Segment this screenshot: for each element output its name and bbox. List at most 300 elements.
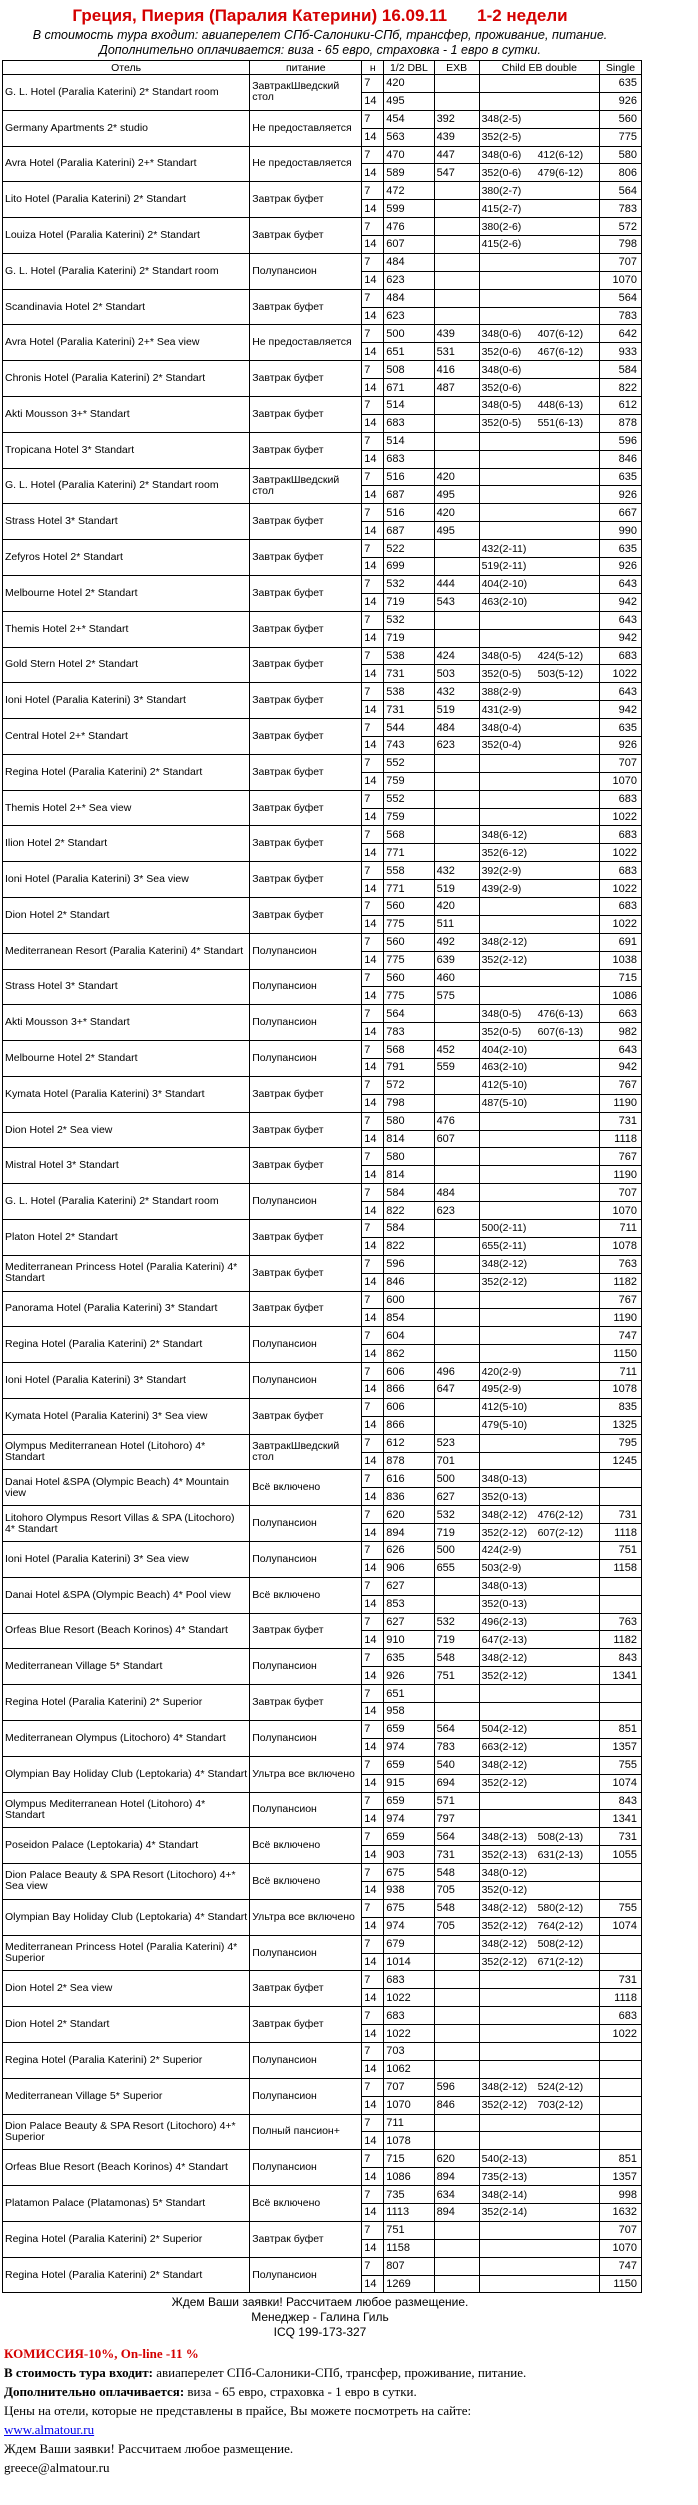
nights-cell: 7 [362, 575, 384, 593]
single-cell: 1158 [600, 1559, 642, 1577]
meal-plan: Полупансион [250, 2150, 362, 2186]
exb-cell: 634 [434, 2186, 479, 2204]
child-eb-value: 352(0-4) [481, 739, 522, 752]
half-dbl-cell: 568 [384, 1041, 434, 1059]
child-eb-value-2: 467(6-12) [537, 345, 584, 358]
exb-cell: 751 [434, 1667, 479, 1685]
child-eb-cell [479, 1577, 599, 1595]
child-eb-value: 420(2-9) [481, 1365, 522, 1378]
single-cell: 1055 [600, 1846, 642, 1864]
nights-cell: 7 [362, 647, 384, 665]
child-eb-value: 352(0-5) [481, 1025, 522, 1038]
child-eb-cell [479, 1953, 599, 1971]
nights-cell: 14 [362, 271, 384, 289]
hotel-name: Olympus Mediterranean Hotel (Litohoro) 4* Standart [3, 1792, 250, 1828]
half-dbl-cell: 683 [384, 414, 434, 432]
half-dbl-cell: 798 [384, 1094, 434, 1112]
hotel-name: Platamon Palace (Platamonas) 5* Standart [3, 2186, 250, 2222]
exb-cell [434, 611, 479, 629]
exb-cell: 492 [434, 933, 479, 951]
child-eb-value: 352(2-12) [481, 2099, 528, 2112]
nights-cell: 14 [362, 1058, 384, 1076]
child-eb-value-2: 524(2-12) [537, 2081, 584, 2094]
half-dbl-cell: 719 [384, 629, 434, 647]
nights-cell: 7 [362, 2114, 384, 2132]
table-row [3, 182, 642, 200]
child-eb-cell [479, 2257, 599, 2275]
footer-wait-line: Ждем Ваши заявки! Рассчитаем любое размещение. [171, 2295, 469, 2310]
exb-cell [434, 92, 479, 110]
child-eb-value: 352(2-12) [481, 1920, 528, 1933]
half-dbl-cell: 958 [384, 1703, 434, 1721]
table-row [3, 1363, 642, 1381]
table-row [3, 1148, 642, 1166]
half-dbl-cell: 775 [384, 987, 434, 1005]
nights-cell: 14 [362, 1846, 384, 1864]
table-row [3, 1076, 642, 1094]
child-eb-value: 352(2-14) [481, 2206, 528, 2219]
single-cell: 783 [600, 307, 642, 325]
single-cell: 1118 [600, 1524, 642, 1542]
child-eb-value: 348(0-5) [481, 399, 522, 412]
child-eb-value: 352(0-6) [481, 166, 522, 179]
single-cell: 667 [600, 504, 642, 522]
hotel-name: Orfeas Blue Resort (Beach Korinos) 4* Standart [3, 1613, 250, 1649]
child-eb-cell [479, 92, 599, 110]
extra-cost-line: Дополнительно оплачивается: виза - 65 евро, страховка - 1 евро в сутки. [99, 43, 541, 57]
half-dbl-cell: 699 [384, 558, 434, 576]
child-eb-cell [479, 1649, 599, 1667]
nights-cell: 7 [362, 2042, 384, 2060]
single-cell: 683 [600, 826, 642, 844]
nights-cell: 14 [362, 2275, 384, 2293]
meal-plan: Полупансион [250, 1649, 362, 1685]
exb-cell: 519 [434, 880, 479, 898]
half-dbl-cell: 687 [384, 486, 434, 504]
child-eb-value: 348(2-14) [481, 2188, 528, 2201]
half-dbl-cell: 974 [384, 1738, 434, 1756]
half-dbl-cell: 532 [384, 611, 434, 629]
child-eb-cell [479, 1703, 599, 1721]
half-dbl-cell: 626 [384, 1542, 434, 1560]
child-eb-value: 404(2-10) [481, 1043, 528, 1056]
child-eb-cell [479, 1237, 599, 1255]
exb-cell: 548 [434, 1864, 479, 1882]
nights-cell: 7 [362, 1577, 384, 1595]
nights-cell: 7 [362, 862, 384, 880]
child-eb-value: 519(2-11) [481, 560, 527, 573]
child-eb-value: 348(2-12) [481, 1759, 528, 1772]
single-cell: 635 [600, 719, 642, 737]
half-dbl-cell: 791 [384, 1058, 434, 1076]
meal-plan: Завтрак буфет [250, 2221, 362, 2257]
child-eb-value: 647(2-13) [481, 1633, 528, 1646]
nights-cell: 14 [362, 1416, 384, 1434]
half-dbl-cell: 552 [384, 790, 434, 808]
meal-plan: Завтрак буфет [250, 1291, 362, 1327]
child-eb-cell [479, 468, 599, 486]
nights-cell: 14 [362, 1738, 384, 1756]
table-row [3, 1434, 642, 1452]
meal-plan: Завтрак буфет [250, 754, 362, 790]
hotel-name: Dion Palace Beauty & SPA Resort (Litochoro) 4+* Superior [3, 2114, 250, 2150]
exb-cell [434, 2275, 479, 2293]
hotel-name: Panorama Hotel (Paralia Katerini) 3* Standart [3, 1291, 250, 1327]
nights-cell: 14 [362, 1703, 384, 1721]
meal-plan: ЗавтракШведский стол [250, 468, 362, 504]
child-eb-value: 412(5-10) [481, 1401, 528, 1414]
child-eb-value: 463(2-10) [481, 596, 528, 609]
hotel-name: G. L. Hotel (Paralia Katerini) 2* Standart room [3, 468, 250, 504]
table-row [3, 1792, 642, 1810]
table-row [3, 218, 642, 236]
exb-cell: 432 [434, 683, 479, 701]
meal-plan: Полупансион [250, 1005, 362, 1041]
child-eb-value: 352(2-12) [481, 1276, 528, 1289]
table-row [3, 1864, 642, 1882]
nights-cell: 7 [362, 253, 384, 271]
nights-cell: 14 [362, 414, 384, 432]
exb-cell [434, 1237, 479, 1255]
single-cell: 711 [600, 1363, 642, 1381]
single-cell: 683 [600, 862, 642, 880]
exb-cell [434, 2042, 479, 2060]
nights-cell: 7 [362, 1148, 384, 1166]
half-dbl-cell: 532 [384, 575, 434, 593]
child-eb-cell [479, 110, 599, 128]
meal-plan: Полупансион [250, 1363, 362, 1399]
hotel-name: Kymata Hotel (Paralia Katerini) 3* Standart [3, 1076, 250, 1112]
child-eb-cell [479, 75, 599, 93]
single-cell: 731 [600, 1506, 642, 1524]
table-body [3, 75, 642, 2293]
exb-cell [434, 414, 479, 432]
hotel-name: Regina Hotel (Paralia Katerini) 2* Standart [3, 1327, 250, 1363]
child-eb-cell [479, 719, 599, 737]
meal-plan: Завтрак буфет [250, 790, 362, 826]
table-row [3, 1291, 642, 1309]
single-cell: 767 [600, 1291, 642, 1309]
child-eb-cell [479, 2203, 599, 2221]
single-cell: 1341 [600, 1667, 642, 1685]
exb-cell [434, 1094, 479, 1112]
child-eb-value: 655(2-11) [481, 1240, 527, 1253]
exb-cell [434, 1023, 479, 1041]
meal-plan: Всё включено [250, 1864, 362, 1900]
child-eb-value: 348(2-12) [481, 2081, 528, 2094]
child-eb-value: 500(2-11) [481, 1222, 527, 1235]
nights-cell: 7 [362, 1255, 384, 1273]
child-eb-cell [479, 307, 599, 325]
exb-cell: 559 [434, 1058, 479, 1076]
exb-cell [434, 75, 479, 93]
exb-cell [434, 2007, 479, 2025]
footer-includes [4, 2363, 694, 2382]
meal-plan: Завтрак буфет [250, 1112, 362, 1148]
table-row [3, 110, 642, 128]
meal-plan: Завтрак буфет [250, 1398, 362, 1434]
exb-cell: 487 [434, 379, 479, 397]
child-eb-cell [479, 2042, 599, 2060]
single-cell [600, 2096, 642, 2114]
single-cell: 643 [600, 683, 642, 701]
table-row [3, 432, 642, 450]
hotel-name: Mediterranean Village 5* Standart [3, 1649, 250, 1685]
half-dbl-cell: 651 [384, 343, 434, 361]
child-eb-value: 352(2-12) [481, 1955, 528, 1968]
table-row [3, 1005, 642, 1023]
single-cell: 1190 [600, 1094, 642, 1112]
exb-cell [434, 1953, 479, 1971]
child-eb-value: 663(2-12) [481, 1741, 528, 1754]
exb-cell: 623 [434, 736, 479, 754]
single-cell: 747 [600, 2257, 642, 2275]
half-dbl-cell: 915 [384, 1774, 434, 1792]
child-eb-cell [479, 951, 599, 969]
child-eb-cell [479, 987, 599, 1005]
nights-cell: 14 [362, 486, 384, 504]
nights-cell: 14 [362, 2025, 384, 2043]
single-cell: 1074 [600, 1774, 642, 1792]
table-row [3, 504, 642, 522]
half-dbl-cell: 683 [384, 2007, 434, 2025]
meal-plan: Завтрак буфет [250, 218, 362, 254]
nights-cell: 14 [362, 343, 384, 361]
nights-cell: 7 [362, 2150, 384, 2168]
half-dbl-cell: 854 [384, 1309, 434, 1327]
single-cell: 1118 [600, 1130, 642, 1148]
child-eb-cell [479, 1148, 599, 1166]
meal-plan: Завтрак буфет [250, 1685, 362, 1721]
hotel-name: Kymata Hotel (Paralia Katerini) 3* Sea view [3, 1398, 250, 1434]
child-eb-cell [479, 611, 599, 629]
nights-cell: 7 [362, 361, 384, 379]
exb-cell: 846 [434, 2096, 479, 2114]
half-dbl-cell: 878 [384, 1452, 434, 1470]
exb-cell [434, 1291, 479, 1309]
half-dbl-cell: 580 [384, 1148, 434, 1166]
email-text[interactable]: greece@almatour.ru [4, 2460, 110, 2476]
half-dbl-cell: 926 [384, 1667, 434, 1685]
meal-plan: Полупансион [250, 1041, 362, 1077]
exb-cell: 424 [434, 647, 479, 665]
nights-cell: 7 [362, 1971, 384, 1989]
nights-cell: 14 [362, 1130, 384, 1148]
hotel-name: Tropicana Hotel 3* Standart [3, 432, 250, 468]
single-cell: 683 [600, 790, 642, 808]
half-dbl-cell: 538 [384, 647, 434, 665]
exb-cell [434, 1309, 479, 1327]
footer-site-note: Цены на отели, которые не представлены в прайсе, Вы можете посмотреть на сайте: [4, 2403, 472, 2419]
half-dbl-cell: 584 [384, 1220, 434, 1238]
meal-plan: Полный пансион+ [250, 2114, 362, 2150]
hotel-name: Regina Hotel (Paralia Katerini) 2* Superior [3, 2042, 250, 2078]
single-cell: 564 [600, 289, 642, 307]
single-cell: 942 [600, 629, 642, 647]
single-cell [600, 2078, 642, 2096]
single-cell: 564 [600, 182, 642, 200]
nights-cell: 7 [362, 182, 384, 200]
single-cell: 846 [600, 450, 642, 468]
single-cell: 926 [600, 486, 642, 504]
child-eb-cell [479, 790, 599, 808]
child-eb-value-2: 424(5-12) [537, 649, 584, 662]
single-cell [600, 1703, 642, 1721]
page-footer [0, 2340, 698, 2477]
nights-cell: 7 [362, 1291, 384, 1309]
hotel-name: Dion Palace Beauty & SPA Resort (Litochoro) 4+* Sea view [3, 1864, 250, 1900]
col-exb: EXB [434, 61, 479, 75]
child-eb-value: 352(0-5) [481, 667, 522, 680]
child-eb-value-2: 703(2-12) [537, 2099, 584, 2112]
child-eb-cell [479, 1345, 599, 1363]
half-dbl-cell: 775 [384, 915, 434, 933]
hotel-name: Themis Hotel 2+* Standart [3, 611, 250, 647]
child-eb-cell [479, 897, 599, 915]
hotel-name: Olympus Mediterranean Hotel (Litohoro) 4* Standart [3, 1434, 250, 1470]
exb-cell: 531 [434, 343, 479, 361]
half-dbl-cell: 1070 [384, 2096, 434, 2114]
meal-plan: Завтрак буфет [250, 432, 362, 468]
half-dbl-cell: 1086 [384, 2168, 434, 2186]
nights-cell: 14 [362, 1559, 384, 1577]
nights-cell: 7 [362, 2007, 384, 2025]
single-cell: 1078 [600, 1237, 642, 1255]
single-cell: 843 [600, 1792, 642, 1810]
table-row [3, 897, 642, 915]
child-eb-cell [479, 182, 599, 200]
child-eb-cell [479, 146, 599, 164]
child-eb-value: 348(0-6) [481, 149, 522, 161]
single-cell: 1190 [600, 1309, 642, 1327]
exb-cell: 894 [434, 2203, 479, 2221]
single-cell: 1074 [600, 1917, 642, 1935]
exb-cell [434, 2132, 479, 2150]
hotel-name: Chronis Hotel (Paralia Katerini) 2* Standart [3, 361, 250, 397]
nights-cell: 14 [362, 1202, 384, 1220]
nights-cell: 14 [362, 1774, 384, 1792]
nights-cell: 7 [362, 897, 384, 915]
single-cell: 1022 [600, 2025, 642, 2043]
footer-extra-text: виза - 65 евро, страховка - 1 евро в сутки. [184, 2384, 417, 2400]
single-cell: 851 [600, 2150, 642, 2168]
exb-cell [434, 1076, 479, 1094]
single-cell: 683 [600, 647, 642, 665]
nights-cell: 14 [362, 1273, 384, 1291]
nights-cell: 7 [362, 2186, 384, 2204]
nights-cell: 7 [362, 504, 384, 522]
child-eb-cell [479, 397, 599, 415]
single-cell: 707 [600, 754, 642, 772]
half-dbl-cell: 974 [384, 1810, 434, 1828]
child-eb-cell [479, 1935, 599, 1953]
nights-cell: 14 [362, 522, 384, 540]
price-table [2, 60, 642, 2293]
table-row [3, 575, 642, 593]
child-eb-cell [479, 1917, 599, 1935]
child-eb-value: 479(5-10) [481, 1419, 528, 1432]
meal-plan: Полупансион [250, 969, 362, 1005]
half-dbl-cell: 564 [384, 1005, 434, 1023]
single-cell: 990 [600, 522, 642, 540]
hotel-name: Orfeas Blue Resort (Beach Korinos) 4* Standart [3, 2150, 250, 2186]
site-link[interactable]: www.almatour.ru [4, 2422, 95, 2438]
table-row [3, 1613, 642, 1631]
hotel-name: Regina Hotel (Paralia Katerini) 2* Standart [3, 2257, 250, 2293]
single-cell [600, 1595, 642, 1613]
child-eb-cell [479, 629, 599, 647]
nights-cell: 14 [362, 1094, 384, 1112]
child-eb-cell [479, 2221, 599, 2239]
single-cell [600, 1470, 642, 1488]
half-dbl-cell: 683 [384, 450, 434, 468]
nights-cell: 14 [362, 2203, 384, 2221]
exb-cell [434, 289, 479, 307]
table-row [3, 862, 642, 880]
nights-cell: 7 [362, 933, 384, 951]
half-dbl-cell: 715 [384, 2150, 434, 2168]
table-row [3, 647, 642, 665]
child-eb-cell [479, 1846, 599, 1864]
child-eb-cell [479, 736, 599, 754]
half-dbl-cell: 484 [384, 289, 434, 307]
child-eb-value: 352(0-6) [481, 345, 522, 358]
child-eb-cell [479, 1899, 599, 1917]
nights-cell: 14 [362, 1524, 384, 1542]
exb-cell [434, 236, 479, 254]
col-hotel: Отель [3, 61, 250, 75]
meal-plan: Завтрак буфет [250, 897, 362, 933]
meal-plan: Завтрак буфет [250, 504, 362, 540]
meal-plan: Завтрак буфет [250, 1971, 362, 2007]
child-eb-value: 352(2-12) [481, 954, 528, 967]
exb-cell [434, 1703, 479, 1721]
meal-plan: Полупансион [250, 933, 362, 969]
single-cell: 731 [600, 1971, 642, 1989]
half-dbl-cell: 514 [384, 432, 434, 450]
half-dbl-cell: 508 [384, 361, 434, 379]
table-row [3, 969, 642, 987]
meal-plan: Завтрак буфет [250, 1148, 362, 1184]
single-cell [600, 2132, 642, 2150]
table-row [3, 1542, 642, 1560]
half-dbl-cell: 771 [384, 844, 434, 862]
nights-cell: 14 [362, 1237, 384, 1255]
exb-cell [434, 826, 479, 844]
child-eb-value-2: 607(6-13) [537, 1025, 584, 1038]
page-title [0, 0, 640, 28]
single-cell [600, 1864, 642, 1882]
single-cell: 1022 [600, 808, 642, 826]
half-dbl-cell: 759 [384, 772, 434, 790]
exb-cell: 392 [434, 110, 479, 128]
child-eb-cell [479, 1398, 599, 1416]
child-eb-cell [479, 701, 599, 719]
exb-cell: 575 [434, 987, 479, 1005]
half-dbl-cell: 836 [384, 1488, 434, 1506]
child-eb-value: 348(0-6) [481, 363, 522, 376]
single-cell: 580 [600, 146, 642, 164]
exb-cell: 564 [434, 1720, 479, 1738]
child-eb-cell [479, 1309, 599, 1327]
child-eb-value-2: 631(2-13) [537, 1848, 584, 1861]
exb-cell: 495 [434, 486, 479, 504]
hotel-name: Zefyros Hotel 2* Standart [3, 540, 250, 576]
child-eb-cell [479, 558, 599, 576]
meal-plan: Завтрак буфет [250, 397, 362, 433]
hotel-name: Mediterranean Princess Hotel (Paralia Katerini) 4* Standart [3, 1255, 250, 1291]
child-eb-value-2: 476(2-12) [537, 1508, 584, 1521]
